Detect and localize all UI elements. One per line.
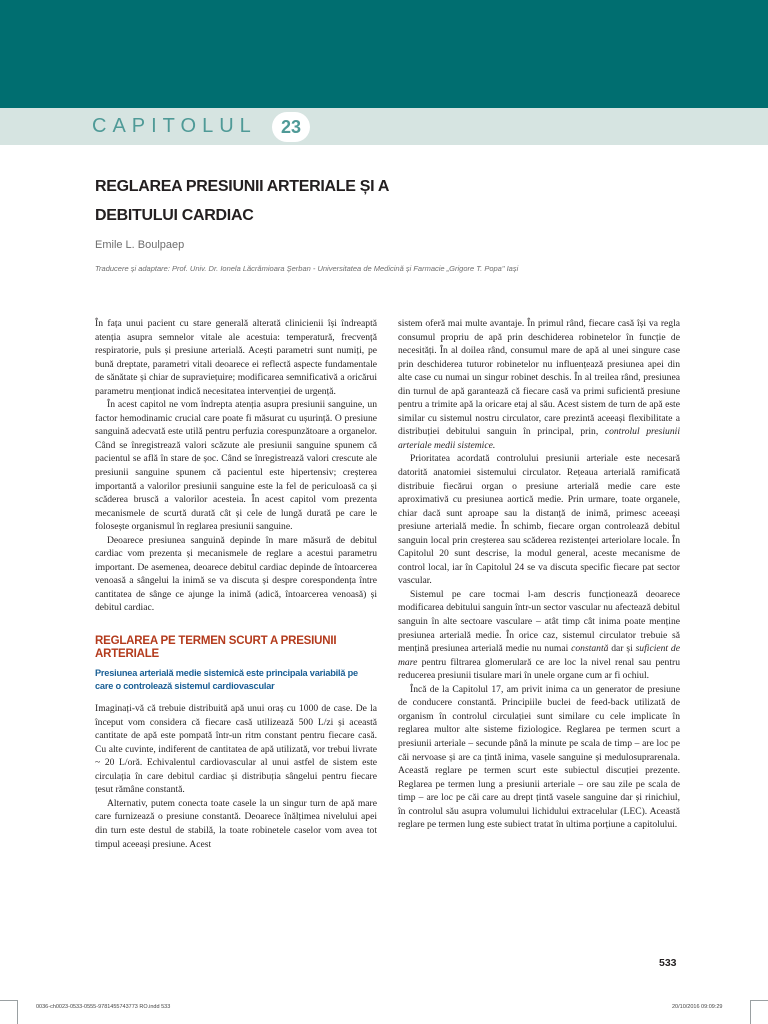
paragraph: În fața unui pacient cu stare generală alterată clinicienii își îndreaptă atenția asupra semnelor vitale ale acestuia: temperatură, frecvență respiratorie, puls și presiune arterială. Acești parametri sunt numiți, pe bună dreptate, parametri vitali deoarece ei reflectă aspecte fundamentale de sănătate și chiar de supraviețuire; modificarea semnificativă a oricărui parametru menționat indică necesitatea intervenției de urgență.	[95, 318, 377, 397]
emphasis: suficient de mare	[398, 643, 680, 668]
paragraph: Alternativ, putem conecta toate casele la un singur turn de apă mare care furnizează o presiune constantă. Deoarece înălțimea nivelului apei din turn este destul de stabilă, la toate robinetele caselor vom avea tot timpul aceeași presiune. Acest	[95, 797, 377, 850]
paragraph	[398, 588, 680, 683]
crop-mark	[0, 1000, 18, 1001]
chapter-title-line1: REGLAREA PRESIUNII ARTERIALE ȘI A	[95, 178, 390, 195]
sub-heading: Presiunea arterială medie sistemică este principala variabilă pe care o controlează sistemul cardiovascular	[95, 668, 358, 691]
chapter-number: 23	[272, 112, 310, 142]
print-slug: 0036-ch0023-0533-0555-9781455743773 RO.indd 533	[36, 1004, 171, 1010]
chapter-title-line2: DEBITULUI CARDIAC	[95, 207, 254, 224]
paragraph-text: dar și	[608, 643, 636, 655]
author: Emile L. Boulpaep	[95, 239, 185, 251]
paragraph: Deoarece presiunea sanguină depinde în mare măsură de debitul cardiac vom prezenta și mecanismele de reglare a acestui parametru important. De asemenea, deoarece debitul cardiac depinde de întoarcerea venoasă a sângelui la inimă se va discuta și despre corespondența între cantitatea de sânge ce ajunge la inimă (adică, întoarcerea venoasă) și debitul cardiac.	[95, 534, 377, 614]
crop-mark	[750, 1000, 751, 1024]
paragraph-text: sistem oferă mai multe avantaje. În primul rând, fiecare casă își va regla consumul propriu de apă prin deschiderea robinetelor în funcție de necesități. În al doilea rând, consumul mare de apă al unei singure case prin deschiderea tuturor robinetelor nu influențează presiunea apei din alte case cu numai un singur robinet deschis. În al treilea rând, presiunea din turnul de apă garantează că fiecare casă va primi suficientă presiune pentru a trimite apă la oricare etaj al său. Acest sistem de turn de apă este similar cu sistemul nostru circulator, care prezintă aceeași flexibilitate a distribuției debitului sanguin în principal, prin,	[398, 318, 680, 438]
paragraph: Prioritatea acordată controlului presiunii arteriale este necesară datorită anatomiei sistemului circulator. Rețeaua arterială ramificată distribuie fiecărui organ o presiune arterială medie care este aproximativă cu presiunea aortică medie. Prin urmare, toate organele, chiar dacă sunt aproape sau la distanță de inimă, primesc aceeași presiune arterială medie. În schimb, fiecare organ controlează debitul sanguin local prin creșterea sau scăderea rezistenței arteriolare locale. În Capitolul 20 sunt descrise, la modul general, aceste mecanisme de control local, iar în Capitolul 24 se va discuta specific fiecare pat sector vascular.	[398, 453, 680, 587]
crop-mark	[750, 1000, 768, 1001]
paragraph: Încă de la Capitolul 17, am privit inima ca un generator de presiune de conducere constantă. Principiile buclei de feed-back utilizată de organism în controlul circulației sunt similare cu cele implicate în reglarea multor alte sisteme fiziologice. Reglarea pe termen scurt a presiunii arteriale – secunde până la minute pe scala de timp – are loc pe căi nervoase și are ca țintă inima, vasele sanguine și medulosuprarenala. Această reglare pe termen scurt este subiectul discuției prezente. Reglarea pe termen lung a presiunii arteriale – ore sau zile pe scala de timp – are loc pe căi care au drept țintă vasele sanguine dar și rinichiul, în controlul său asupra volumului lichidului extracelular (LEC). Această reglare pe termen lung este subiect tratat în ultima porțiune a capitolului.	[398, 683, 680, 831]
paragraph: În acest capitol ne vom îndrepta atenția asupra presiunii sanguine, un factor hemodinamic crucial care poate fi măsurat cu ușurință. O presiune sanguină adecvată este utilă pentru perfuzia corespunzătoare a organelor. Când se înregistrează valori scăzute ale presiunii sanguine spunem că pacientul se află în stare de șoc. Când se înregistrează valori crescute ale presiunii sanguine spunem că pacientul este hipertensiv; creșterea importantă a valorilor presiunii sanguine este la fel de periculoasă ca și scăderea bruscă a valorilor acesteia. În acest capitol vom prezenta mecanismele de scurtă durată cât și cele de lungă durată pe care le folosește organismul în reglarea presiunii sanguine.	[95, 399, 377, 533]
right-column	[398, 317, 680, 832]
translator-note: Traducere și adaptare: Prof. Univ. Dr. Ionela Lăcrămioara Șerban - Universitatea de Medicină și Farmacie „Grigore T. Popa" Iași	[95, 264, 519, 273]
paragraph-text: pentru filtrarea glomerulară ce are loc la nivel renal sau pentru reducerea presiunii tisulare mari în unele organe cum ar fi ochiul.	[398, 656, 680, 682]
paragraph: Imaginați-vă că trebuie distribuită apă unui oraș cu 1000 de case. De la început vom considera că fiecare casă utilizează 500 L/zi și această cantitate de apă este pompată într-un ritm constant pentru fiecare casă. Cu alte cuvinte, indiferent de cantitatea de apă utilizată, vor trebui livrate ~ 20 L/oră. Echivalentul cardiovascular al unui astfel de sistem este circulația în care debitul cardiac și distribuția sângelui pentru fiecare țesut rămâne constantă.	[95, 703, 377, 796]
emphasis: constantă	[571, 643, 609, 655]
header-band	[0, 0, 768, 108]
left-column	[95, 317, 377, 851]
print-timestamp: 20/10/2016 09:09:29	[672, 1004, 723, 1010]
paragraph	[398, 317, 680, 452]
chapter-title	[95, 172, 655, 230]
page-number: 533	[659, 957, 677, 969]
paragraph-text: Sistemul pe care tocmai l-am descris funcționează deoarece modificarea debitului sanguin într-un sector vascular nu afectează debitul sanguin în alte sectoare vasculare – atât timp cât inima poate menține presiunea arterială medie. În orice caz, sistemul circulator trebuie să mențină presiunea arterială medie nu numai	[398, 588, 680, 655]
chapter-label: CAPITOLUL	[92, 115, 257, 137]
emphasis: controlul presiunii arteriale medii sistemice.	[398, 426, 680, 451]
crop-mark	[17, 1000, 18, 1024]
section-heading: REGLAREA PE TERMEN SCURT A PRESIUNII ARTERIALE	[95, 635, 337, 661]
